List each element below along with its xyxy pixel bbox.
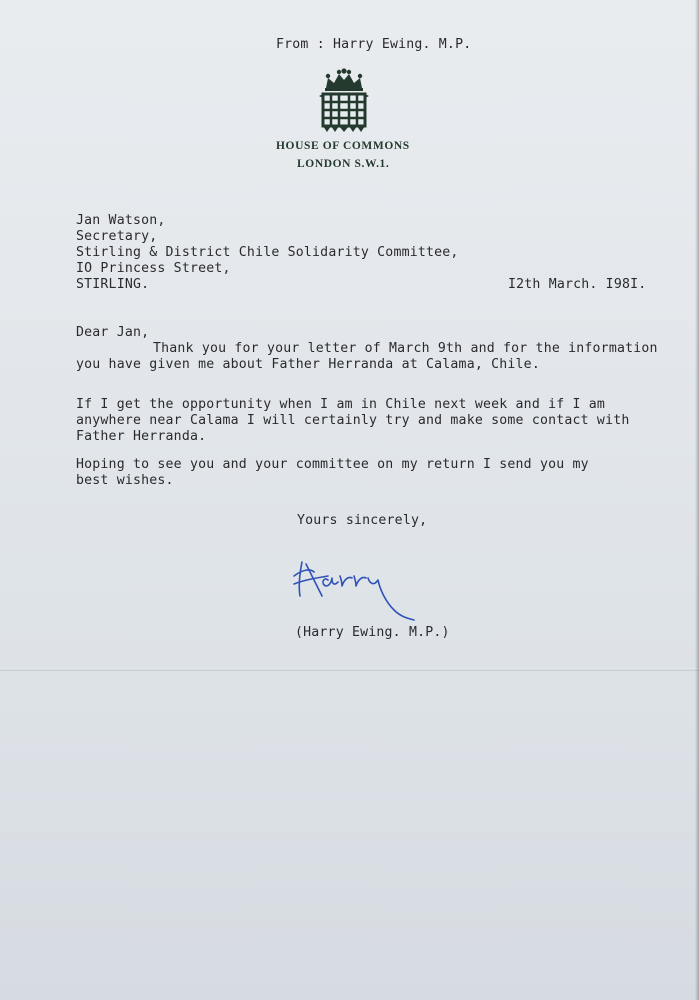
signatory-name: (Harry Ewing. M.P.)	[295, 625, 450, 640]
recipient-line: Jan Watson,	[76, 213, 166, 228]
body-line: best wishes.	[76, 473, 174, 488]
body-line: you have given me about Father Herranda at Calama, Chile.	[76, 357, 540, 372]
recipient-line: Secretary,	[76, 229, 158, 244]
recipient-line: IO Princess Street,	[76, 261, 231, 276]
letter-date: I2th March. I98I.	[508, 277, 647, 292]
body-line: Thank you for your letter of March 9th and for the information	[153, 341, 658, 356]
handwritten-signature	[288, 554, 420, 622]
recipient-line: STIRLING.	[76, 277, 150, 292]
portcullis-crown-icon	[318, 68, 370, 134]
from-line: From : Harry Ewing. M.P.	[276, 37, 472, 52]
paper-edge-shadow	[695, 0, 699, 1000]
institution-location: LONDON S.W.1.	[297, 158, 390, 170]
paper-fold	[0, 668, 699, 671]
recipient-line: Stirling & District Chile Solidarity Committee,	[76, 245, 459, 260]
body-line: If I get the opportunity when I am in Chile next week and if I am	[76, 397, 606, 412]
body-line: Father Herranda.	[76, 429, 207, 444]
body-line: anywhere near Calama I will certainly try and make some contact with	[76, 413, 630, 428]
salutation: Dear Jan,	[76, 325, 150, 340]
closing: Yours sincerely,	[297, 513, 428, 528]
institution-name: HOUSE OF COMMONS	[276, 140, 410, 152]
body-line: Hoping to see you and your committee on my return I send you my	[76, 457, 589, 472]
